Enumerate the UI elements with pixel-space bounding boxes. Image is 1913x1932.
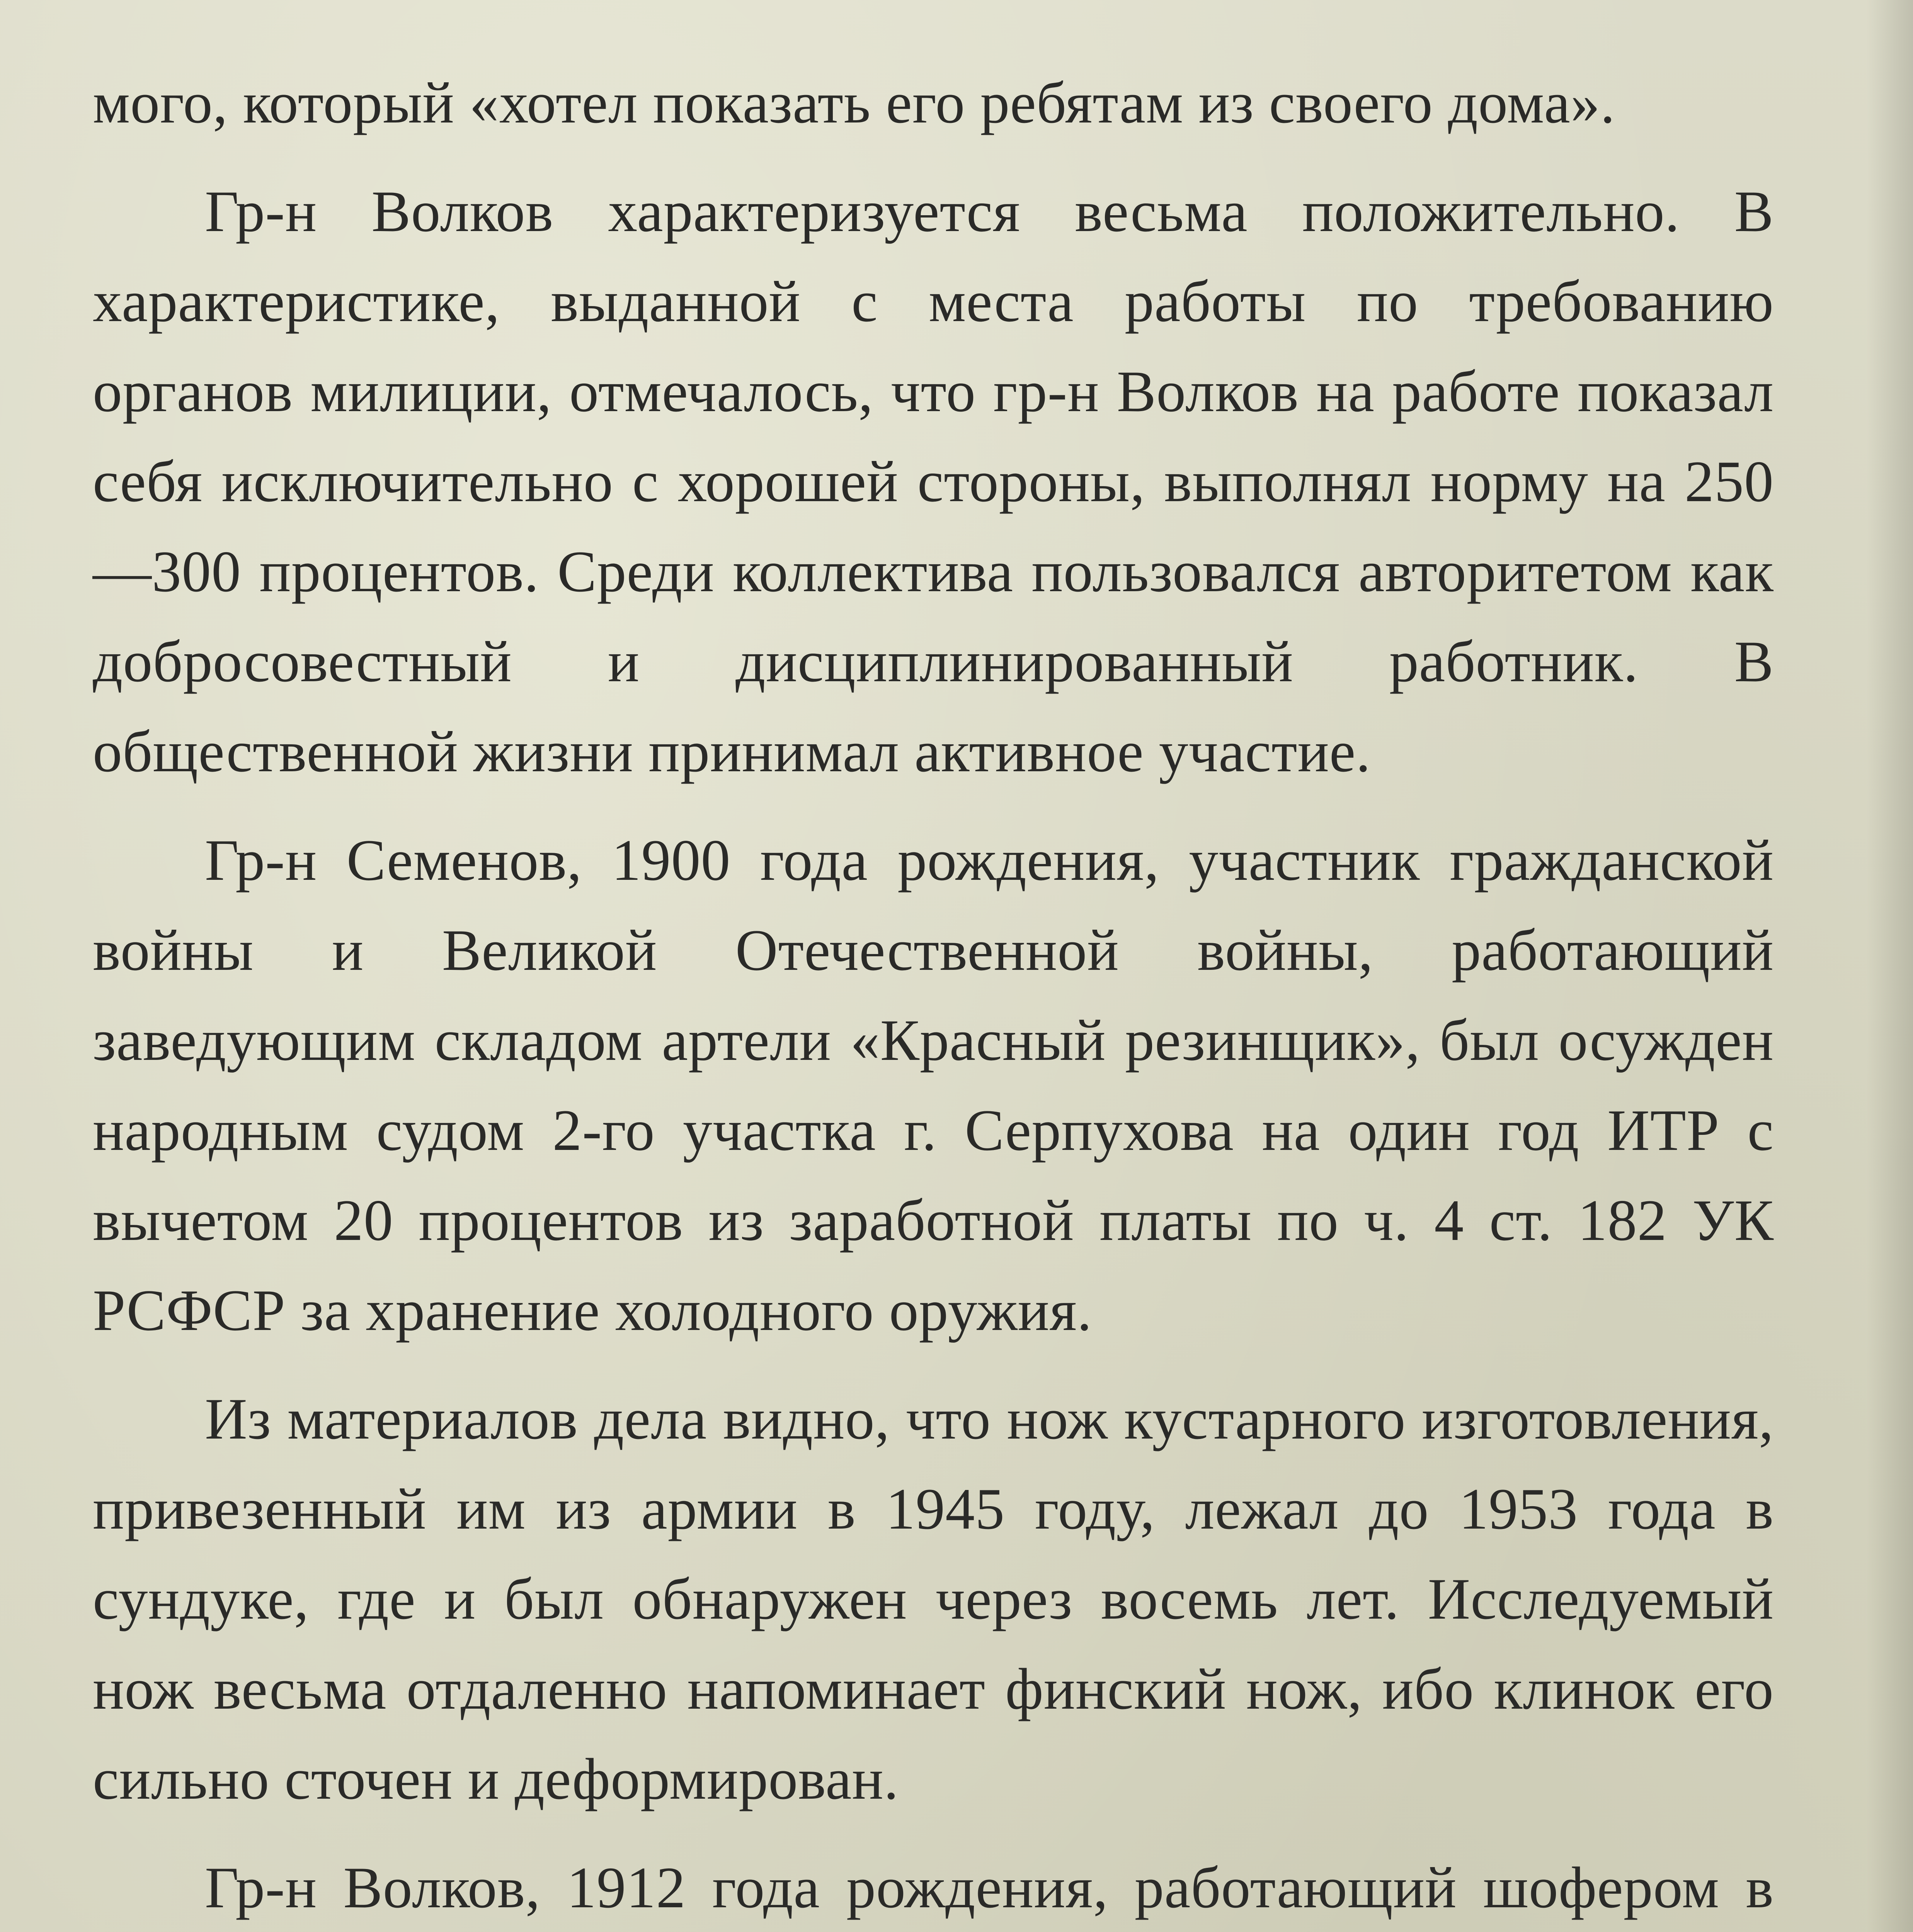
paragraph-volkov-characterization: Гр-н Волков характеризуется весьма положительно. В характеристике, выданной с места работы по требованию органов милиции, отмечалось, что гр-н Волков на работе показал себя исключительно с хорошей стороны, выполнял норму на 250—300 процентов. Среди коллектива пользовался авторитетом как добросовестный и дисциплинированный работник. В общественной жизни принимал активное участие. [93,179,1774,784]
paragraph-knife-materials: Из материалов дела видно, что нож кустарного изготовления, привезенный им из армии в 1945 году, лежал до 1953 года в сундуке, где и был обнаружен через восемь лет. Исследуемый нож весьма отдаленно напоминает финский нож, ибо клинок его сильно сточен и деформирован. [93,1386,1774,1811]
page-text [93,58,1774,1932]
paragraph-continuation: мого, который «хотел показать его ребятам из своего дома». [93,70,1615,135]
paragraph-semenov-case: Гр-н Семенов, 1900 года рождения, участник гражданской войны и Великой Отечественной войны, работающий заведующим складом артели «Красный резинщик», был осужден народным судом 2-го участка г. Серпухова на один год ИТР с вычетом 20 процентов из заработной платы по ч. 4 ст. 182 УК РСФСР за хранение холодного оружия. [93,828,1774,1343]
paragraph-volkov-case: Гр-н Волков, 1912 года рождения, работающий шофером в [205,1855,1774,1920]
page-edge-shadow [1867,0,1913,1932]
